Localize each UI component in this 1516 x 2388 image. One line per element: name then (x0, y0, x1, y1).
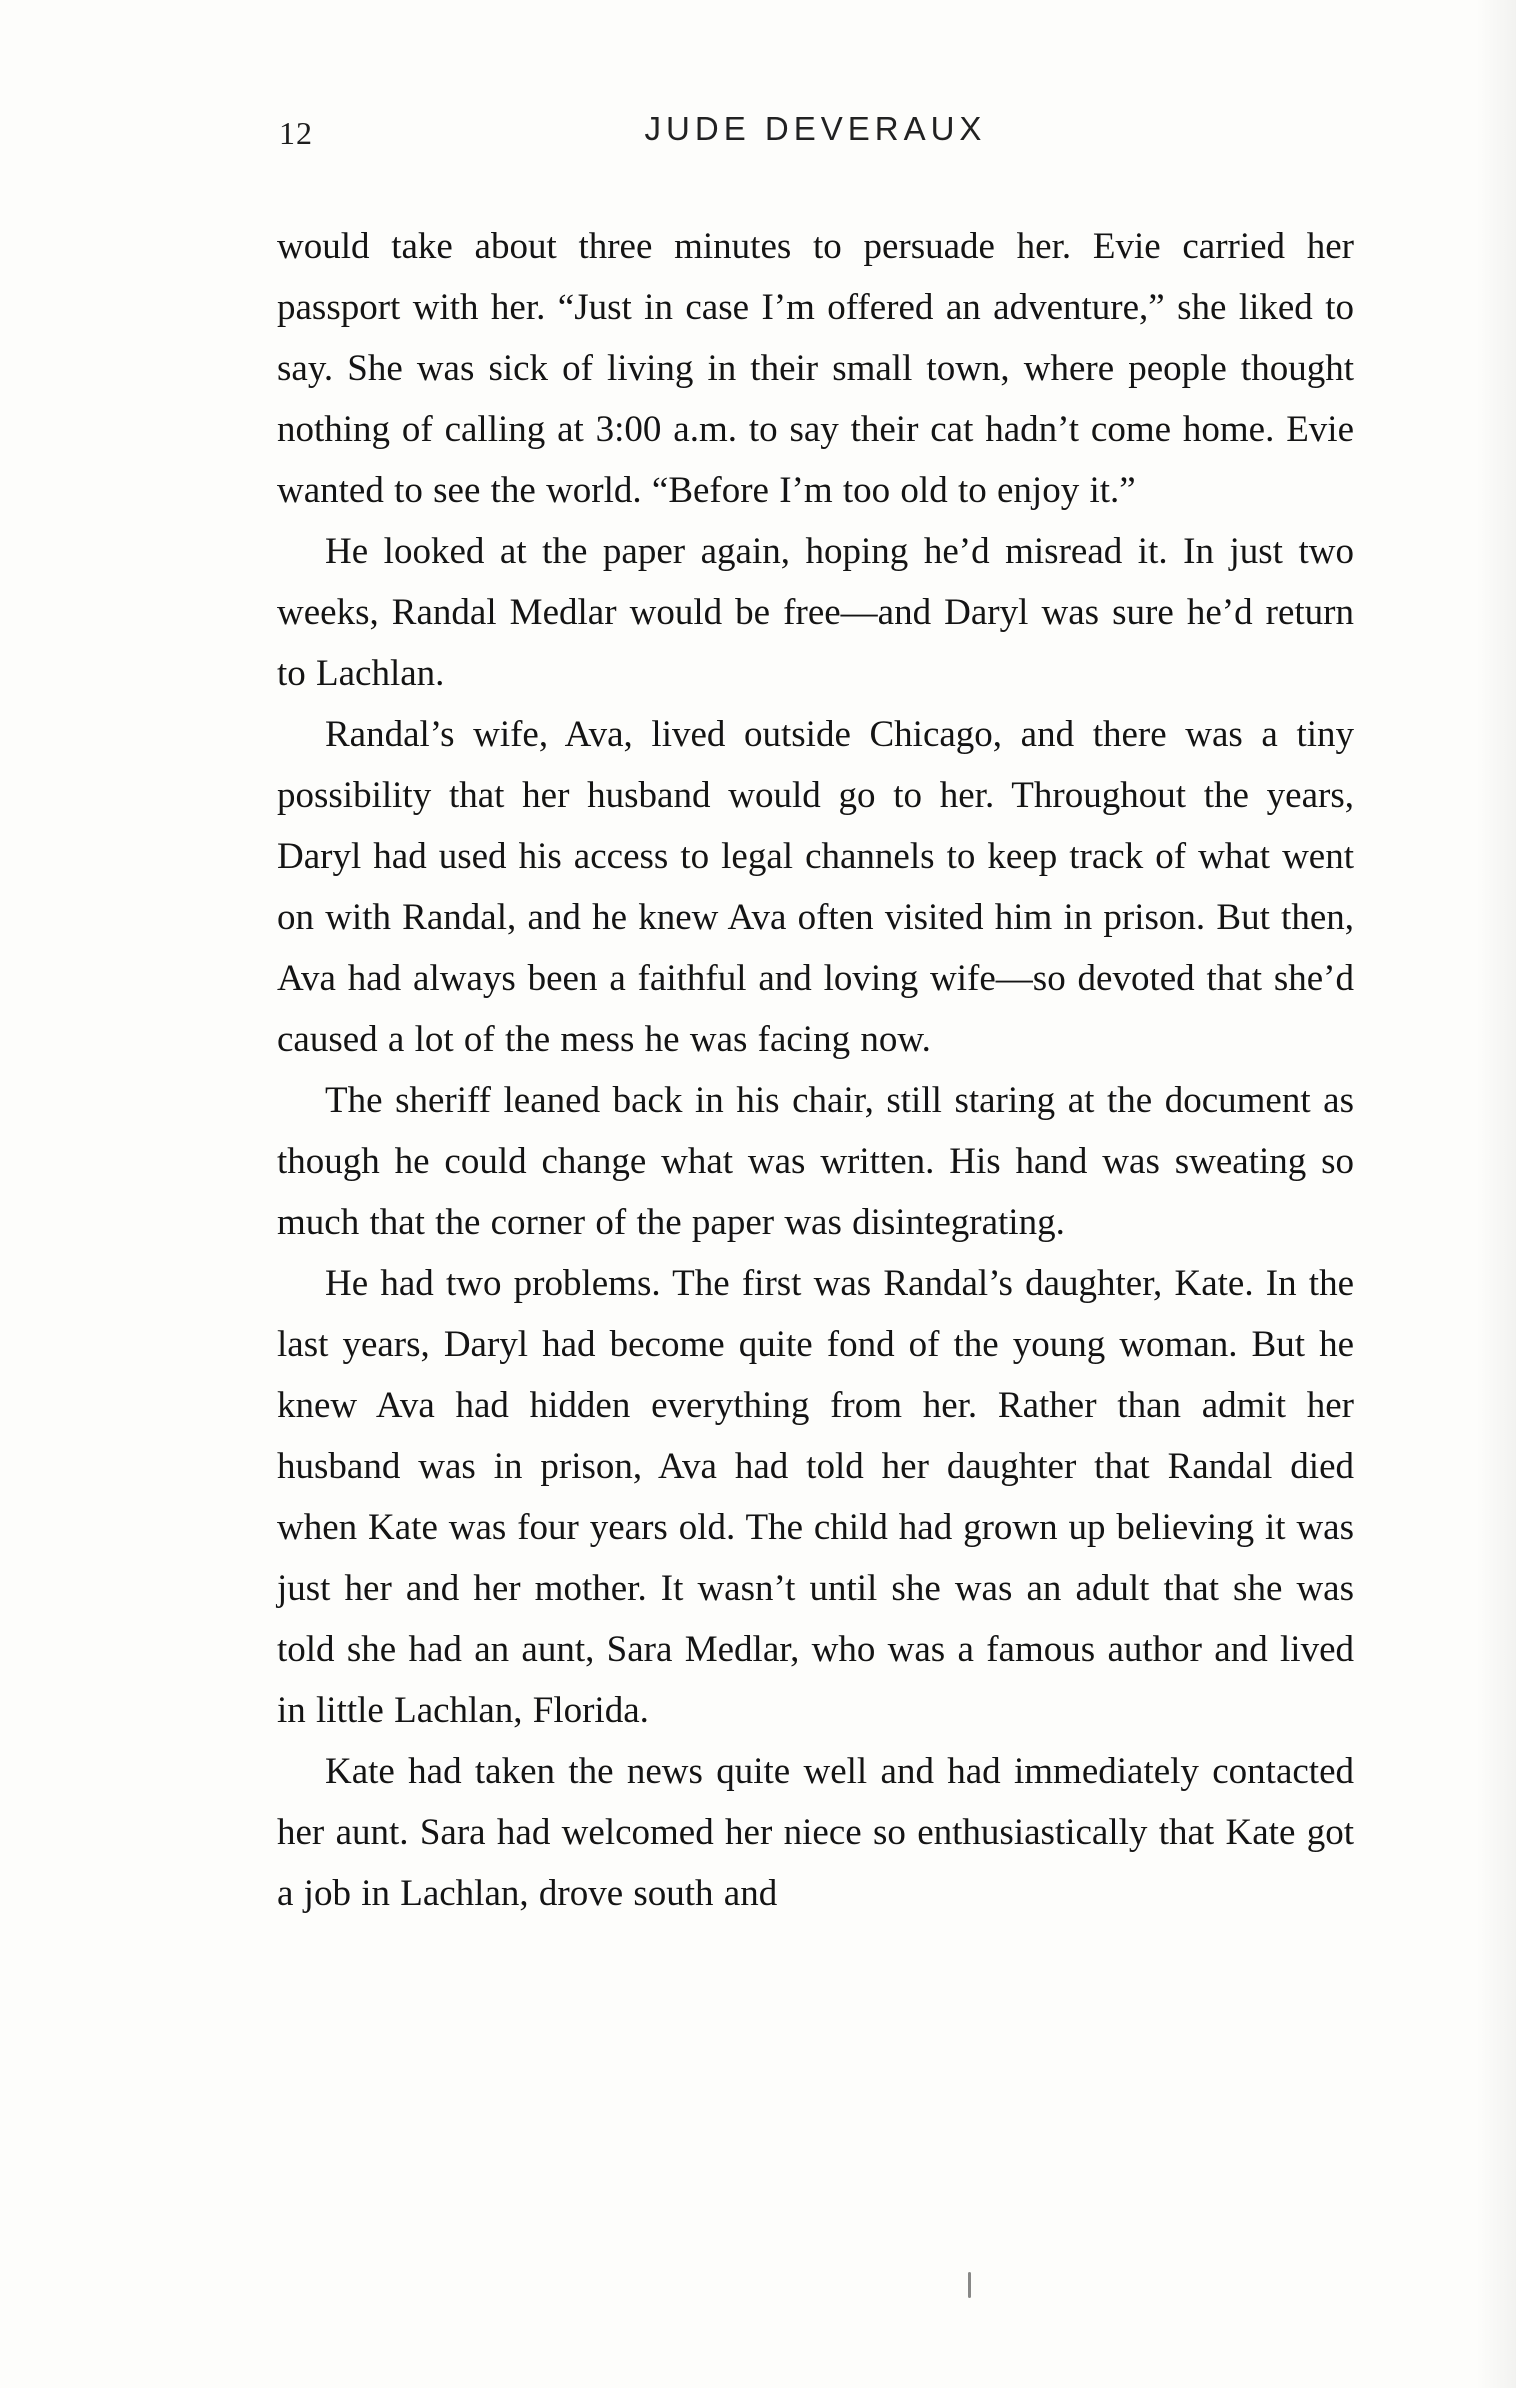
page-number: 12 (279, 115, 313, 151)
paragraph: Randal’s wife, Ava, lived outside Chicago, and there was a tiny possibility that her husband would go to her. Throughout the years, Daryl had used his access to legal channels to keep track of what went on with Randal, and he knew Ava often visited him in prison. But then, Ava had always been a faithful and loving wife—so devoted that she’d caused a lot of the mess he was facing now. (277, 714, 1354, 1060)
scan-artifact-mark (968, 2272, 971, 2298)
paragraph: He looked at the paper again, hoping he’d misread it. In just two weeks, Randal Medlar would be free—and Daryl was sure he’d return to Lachlan. (277, 531, 1354, 694)
running-header-title: JUDE DEVERAUX (644, 110, 987, 147)
paragraph: would take about three minutes to persuade her. Evie carried her passport with her. “Just in case I’m offered an adventure,” she liked to say. She was sick of living in their small town, where people thought nothing of calling at 3:00 a.m. to say their cat hadn’t come home. Evie wanted to see the world. “Before I’m too old to enjoy it.” (277, 226, 1354, 511)
body-text (277, 216, 1354, 1924)
paragraph: The sheriff leaned back in his chair, still staring at the document as though he could change what was written. His hand was sweating so much that the corner of the paper was disintegrating. (277, 1080, 1354, 1243)
page-header (277, 96, 1354, 152)
paragraph: He had two problems. The first was Randal’s daughter, Kate. In the last years, Daryl had become quite fond of the young woman. But he knew Ava had hidden everything from her. Rather than admit her husband was in prison, Ava had told her daughter that Randal died when Kate was four years old. The child had grown up believing it was just her and her mother. It wasn’t until she was an adult that she was told she had an aunt, Sara Medlar, who was a famous author and lived in little Lachlan, Florida. (277, 1263, 1354, 1731)
paragraph: Kate had taken the news quite well and had immediately contacted her aunt. Sara had welcomed her niece so enthusiastically that Kate got a job in Lachlan, drove south and (277, 1751, 1354, 1914)
